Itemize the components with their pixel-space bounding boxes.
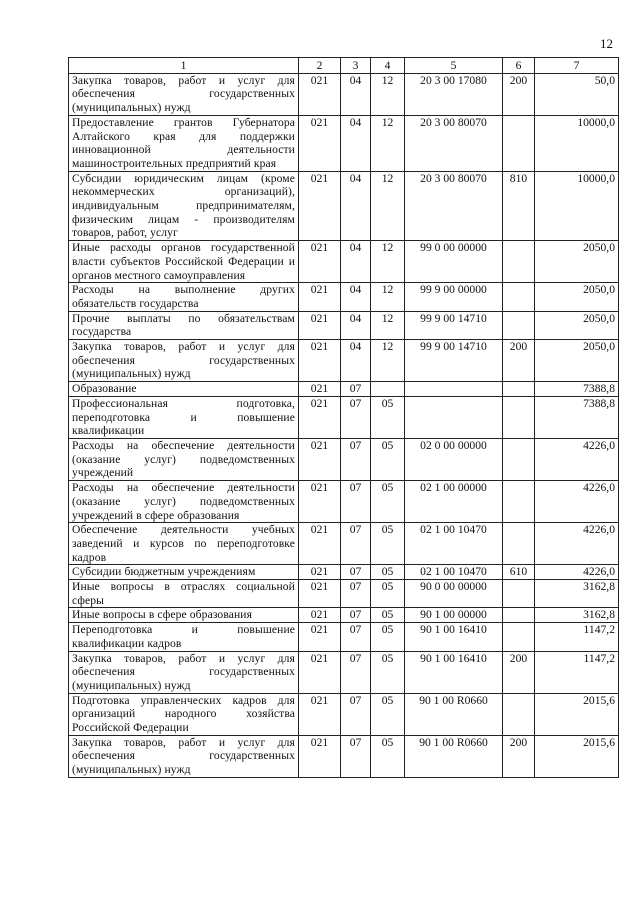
target-article-cell: 02 1 00 10470: [405, 565, 503, 580]
target-article-cell: 90 1 00 16410: [405, 651, 503, 693]
item-name-cell: Предоставление грантов Губернатора Алтайского края для поддержки инновационной деятельности машиностроительных предприятий края: [69, 115, 299, 171]
ministry-code-cell: 021: [299, 623, 341, 651]
column-header: 5: [405, 58, 503, 74]
table-row: [69, 481, 619, 523]
table-row: [69, 340, 619, 382]
subsection-code-cell: 12: [371, 340, 405, 382]
table-row: [69, 171, 619, 241]
target-article-cell: 90 1 00 16410: [405, 623, 503, 651]
table-row: [69, 73, 619, 115]
subsection-code-cell: 05: [371, 651, 405, 693]
expense-type-cell: [503, 382, 535, 397]
section-code-cell: 07: [341, 396, 371, 438]
section-code-cell: 07: [341, 651, 371, 693]
section-code-cell: 04: [341, 340, 371, 382]
target-article-cell: 02 1 00 00000: [405, 481, 503, 523]
table-body: [69, 73, 619, 777]
page-number: 12: [600, 36, 613, 51]
table-row: [69, 283, 619, 311]
ministry-code-cell: 021: [299, 580, 341, 608]
item-name-cell: Субсидии юридическим лицам (кроме некоммерческих организаций), индивидуальным предпринимателям, физическим лицам - производителям товаров, работ, услуг: [69, 171, 299, 241]
item-name-cell: Расходы на обеспечение деятельности (оказание услуг) подведомственных учреждений: [69, 438, 299, 480]
amount-cell: 4226,0: [535, 523, 619, 565]
subsection-code-cell: 12: [371, 241, 405, 283]
table-row: [69, 382, 619, 397]
item-name-cell: Иные вопросы в сфере образования: [69, 608, 299, 623]
target-article-cell: 99 9 00 14710: [405, 340, 503, 382]
subsection-code-cell: 12: [371, 171, 405, 241]
section-code-cell: 07: [341, 481, 371, 523]
target-article-cell: 99 9 00 00000: [405, 283, 503, 311]
ministry-code-cell: 021: [299, 523, 341, 565]
item-name-cell: Иные расходы органов государственной власти субъектов Российской Федерации и органов местного самоуправления: [69, 241, 299, 283]
subsection-code-cell: 05: [371, 735, 405, 777]
amount-cell: 3162,8: [535, 580, 619, 608]
ministry-code-cell: 021: [299, 171, 341, 241]
section-code-cell: 04: [341, 241, 371, 283]
subsection-code-cell: [371, 382, 405, 397]
section-code-cell: 04: [341, 171, 371, 241]
amount-cell: 7388,8: [535, 396, 619, 438]
ministry-code-cell: 021: [299, 283, 341, 311]
column-header: 4: [371, 58, 405, 74]
table-row: [69, 735, 619, 777]
target-article-cell: 90 1 00 R0660: [405, 693, 503, 735]
amount-cell: 4226,0: [535, 481, 619, 523]
table-row: [69, 438, 619, 480]
section-code-cell: 04: [341, 73, 371, 115]
expense-type-cell: [503, 283, 535, 311]
expense-type-cell: 200: [503, 73, 535, 115]
section-code-cell: 07: [341, 623, 371, 651]
item-name-cell: Иные вопросы в отраслях социальной сферы: [69, 580, 299, 608]
item-name-cell: Подготовка управленческих кадров для организаций народного хозяйства Российской Федерации: [69, 693, 299, 735]
ministry-code-cell: 021: [299, 651, 341, 693]
subsection-code-cell: 12: [371, 283, 405, 311]
subsection-code-cell: 05: [371, 396, 405, 438]
subsection-code-cell: 05: [371, 565, 405, 580]
amount-cell: 2050,0: [535, 241, 619, 283]
amount-cell: 10000,0: [535, 115, 619, 171]
expense-type-cell: 810: [503, 171, 535, 241]
target-article-cell: 90 1 00 00000: [405, 608, 503, 623]
section-code-cell: 04: [341, 311, 371, 339]
expense-type-cell: [503, 481, 535, 523]
expense-type-cell: 200: [503, 651, 535, 693]
ministry-code-cell: 021: [299, 241, 341, 283]
column-header: 7: [535, 58, 619, 74]
amount-cell: 10000,0: [535, 171, 619, 241]
section-code-cell: 07: [341, 382, 371, 397]
section-code-cell: 07: [341, 693, 371, 735]
ministry-code-cell: 021: [299, 115, 341, 171]
item-name-cell: Закупка товаров, работ и услуг для обеспечения государственных (муниципальных) нужд: [69, 735, 299, 777]
table-row: [69, 396, 619, 438]
amount-cell: 4226,0: [535, 565, 619, 580]
item-name-cell: Образование: [69, 382, 299, 397]
ministry-code-cell: 021: [299, 438, 341, 480]
table-row: [69, 241, 619, 283]
section-code-cell: 07: [341, 580, 371, 608]
subsection-code-cell: 05: [371, 693, 405, 735]
expense-type-cell: [503, 523, 535, 565]
section-code-cell: 07: [341, 565, 371, 580]
header-row: [69, 58, 619, 74]
section-code-cell: 04: [341, 283, 371, 311]
table-row: [69, 608, 619, 623]
target-article-cell: 20 3 00 80070: [405, 171, 503, 241]
table-row: [69, 311, 619, 339]
table-row: [69, 580, 619, 608]
subsection-code-cell: 05: [371, 481, 405, 523]
amount-cell: 2015,6: [535, 735, 619, 777]
section-code-cell: 07: [341, 523, 371, 565]
subsection-code-cell: 12: [371, 115, 405, 171]
target-article-cell: 02 1 00 10470: [405, 523, 503, 565]
target-article-cell: 20 3 00 80070: [405, 115, 503, 171]
section-code-cell: 07: [341, 608, 371, 623]
item-name-cell: Закупка товаров, работ и услуг для обеспечения государственных (муниципальных) нужд: [69, 340, 299, 382]
target-article-cell: [405, 382, 503, 397]
ministry-code-cell: 021: [299, 693, 341, 735]
amount-cell: 4226,0: [535, 438, 619, 480]
subsection-code-cell: 12: [371, 73, 405, 115]
column-header: 1: [69, 58, 299, 74]
expense-type-cell: [503, 115, 535, 171]
section-code-cell: 04: [341, 115, 371, 171]
subsection-code-cell: 05: [371, 623, 405, 651]
table-row: [69, 115, 619, 171]
expense-type-cell: 200: [503, 340, 535, 382]
ministry-code-cell: 021: [299, 73, 341, 115]
expense-type-cell: [503, 438, 535, 480]
item-name-cell: Закупка товаров, работ и услуг для обеспечения государственных (муниципальных) нужд: [69, 73, 299, 115]
table-row: [69, 651, 619, 693]
expense-type-cell: [503, 623, 535, 651]
item-name-cell: Прочие выплаты по обязательствам государства: [69, 311, 299, 339]
item-name-cell: Обеспечение деятельности учебных заведений и курсов по переподготовке кадров: [69, 523, 299, 565]
subsection-code-cell: 05: [371, 523, 405, 565]
ministry-code-cell: 021: [299, 340, 341, 382]
ministry-code-cell: 021: [299, 608, 341, 623]
target-article-cell: 99 9 00 14710: [405, 311, 503, 339]
target-article-cell: 90 1 00 R0660: [405, 735, 503, 777]
budget-table: [68, 57, 619, 778]
amount-cell: 2050,0: [535, 311, 619, 339]
target-article-cell: 99 0 00 00000: [405, 241, 503, 283]
amount-cell: 2050,0: [535, 283, 619, 311]
target-article-cell: 20 3 00 17080: [405, 73, 503, 115]
table-row: [69, 693, 619, 735]
ministry-code-cell: 021: [299, 311, 341, 339]
expense-type-cell: [503, 396, 535, 438]
table-row: [69, 523, 619, 565]
item-name-cell: Профессиональная подготовка, переподготовка и повышение квалификации: [69, 396, 299, 438]
table-row: [69, 623, 619, 651]
amount-cell: 1147,2: [535, 623, 619, 651]
expense-type-cell: [503, 580, 535, 608]
ministry-code-cell: 021: [299, 396, 341, 438]
column-header: 6: [503, 58, 535, 74]
amount-cell: 2050,0: [535, 340, 619, 382]
expense-type-cell: [503, 693, 535, 735]
item-name-cell: Переподготовка и повышение квалификации кадров: [69, 623, 299, 651]
item-name-cell: Расходы на обеспечение деятельности (оказание услуг) подведомственных учреждений в сфере образования: [69, 481, 299, 523]
ministry-code-cell: 021: [299, 382, 341, 397]
ministry-code-cell: 021: [299, 481, 341, 523]
target-article-cell: 02 0 00 00000: [405, 438, 503, 480]
ministry-code-cell: 021: [299, 735, 341, 777]
section-code-cell: 07: [341, 735, 371, 777]
expense-type-cell: 610: [503, 565, 535, 580]
table-row: [69, 565, 619, 580]
amount-cell: 3162,8: [535, 608, 619, 623]
target-article-cell: 90 0 00 00000: [405, 580, 503, 608]
subsection-code-cell: 12: [371, 311, 405, 339]
subsection-code-cell: 05: [371, 608, 405, 623]
amount-cell: 7388,8: [535, 382, 619, 397]
expense-type-cell: 200: [503, 735, 535, 777]
expense-type-cell: [503, 241, 535, 283]
section-code-cell: 07: [341, 438, 371, 480]
amount-cell: 50,0: [535, 73, 619, 115]
subsection-code-cell: 05: [371, 580, 405, 608]
ministry-code-cell: 021: [299, 565, 341, 580]
column-header: 2: [299, 58, 341, 74]
expense-type-cell: [503, 311, 535, 339]
item-name-cell: Расходы на выполнение других обязательств государства: [69, 283, 299, 311]
subsection-code-cell: 05: [371, 438, 405, 480]
expense-type-cell: [503, 608, 535, 623]
amount-cell: 2015,6: [535, 693, 619, 735]
item-name-cell: Субсидии бюджетным учреждениям: [69, 565, 299, 580]
column-header: 3: [341, 58, 371, 74]
item-name-cell: Закупка товаров, работ и услуг для обеспечения государственных (муниципальных) нужд: [69, 651, 299, 693]
target-article-cell: [405, 396, 503, 438]
amount-cell: 1147,2: [535, 651, 619, 693]
